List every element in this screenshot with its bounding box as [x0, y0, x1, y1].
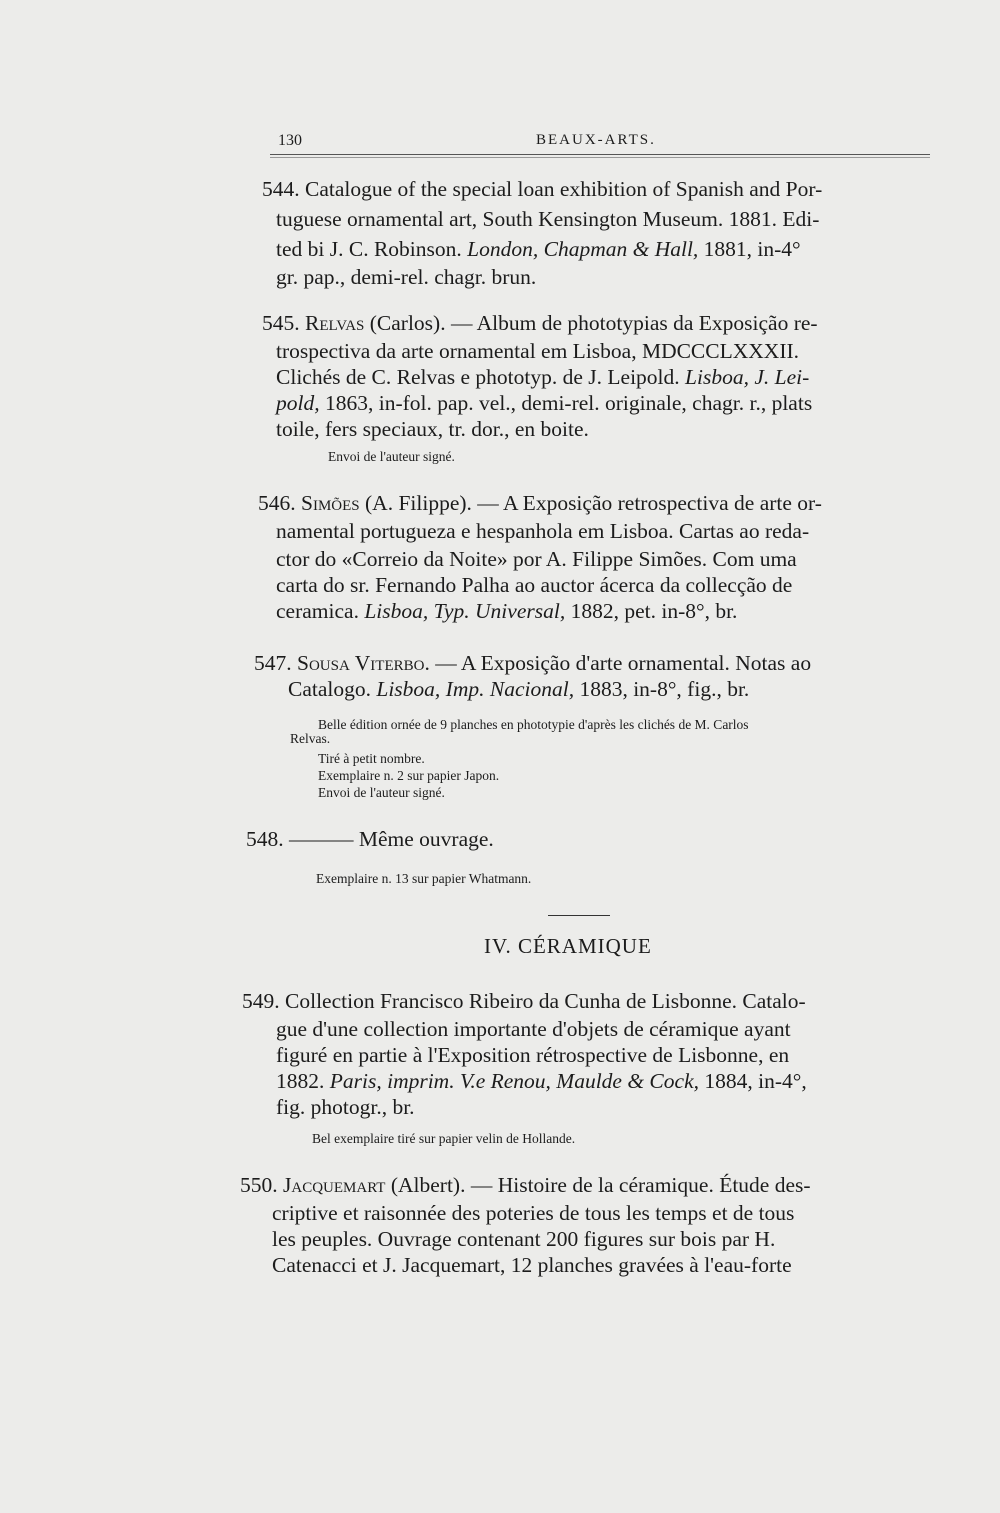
text-run: (Carlos). — Album de phototypias da Exposição re-	[364, 311, 818, 335]
text-run: 1882, pet. in-8°, br.	[565, 599, 738, 623]
entry-number: 545.	[262, 311, 305, 335]
entry-line: ctor do «Correio da Noite» por A. Filippe Simões. Com uma	[276, 547, 797, 571]
entry-note: Exemplaire n. 2 sur papier Japon.	[318, 768, 500, 783]
entry-line: namental portugueza e hespanhola em Lisboa. Cartas ao reda-	[276, 519, 810, 543]
entry-line	[276, 598, 737, 624]
author-name: Relvas	[305, 311, 365, 335]
entry-note: Bel exemplaire tiré sur papier velin de Hollande.	[312, 1131, 576, 1146]
entry-note: Envoi de l'auteur signé.	[328, 449, 455, 464]
author-name: Jacquemart	[283, 1173, 386, 1197]
header-rule	[270, 157, 930, 158]
imprint: London, Chapman & Hall,	[467, 237, 699, 261]
imprint: Lisboa, J. Lei-	[685, 365, 810, 389]
entry-number: 546.	[258, 491, 301, 515]
running-title: BEAUX-ARTS.	[536, 132, 656, 148]
entry-line: 549. Collection Francisco Ribeiro da Cunha de Lisbonne. Catalo-	[242, 989, 806, 1013]
entry-line: figuré en partie à l'Exposition rétrospective de Lisbonne, en	[276, 1043, 790, 1067]
text-run: 1863, in-fol. pap. vel., demi-rel. originale, chagr. r., plats	[319, 391, 813, 415]
text-run: 1884, in-4°,	[699, 1069, 807, 1093]
entry-note: Relvas.	[290, 731, 331, 746]
entry-line: carta do sr. Fernando Palha ao auctor ácerca da collecção de	[276, 573, 793, 597]
imprint: Paris, imprim. V.e Renou, Maulde & Cock,	[329, 1069, 699, 1093]
imprint: Lisboa, Typ. Universal,	[364, 599, 566, 623]
entry-line: les peuples. Ouvrage contenant 200 figures sur bois par H.	[272, 1227, 776, 1251]
text-run: ted bi J. C. Robinson.	[276, 237, 468, 261]
entry-line: trospectiva da arte ornamental em Lisboa, MDCCCLXXXII.	[276, 339, 800, 363]
entry-line: 544. Catalogue of the special loan exhibition of Spanish and Por-	[262, 177, 823, 201]
entry-note: Exemplaire n. 13 sur papier Whatmann.	[316, 871, 532, 886]
text-run: 1882.	[276, 1069, 330, 1093]
entry-line	[262, 310, 818, 336]
imprint: Lisboa, Imp. Nacional,	[376, 677, 575, 701]
entry-line: Catenacci et J. Jacquemart, 12 planches gravées à l'eau-forte	[272, 1253, 792, 1277]
text-run: 1881, in-4°	[698, 237, 801, 261]
section-divider	[548, 915, 610, 916]
text-run: (A. Filippe). — A Exposição retrospectiva de arte or-	[359, 491, 822, 515]
entry-note: Belle édition ornée de 9 planches en phototypie d'après les clichés de M. Carlos	[318, 717, 749, 732]
entry-line: 548. ——— Même ouvrage.	[246, 827, 494, 851]
entry-line	[288, 676, 749, 702]
text-run: . — A Exposição d'arte ornamental. Notas ao	[424, 651, 812, 675]
entry-number: 550.	[240, 1173, 283, 1197]
entry-line: tuguese ornamental art, South Kensington Museum. 1881. Edi-	[276, 207, 820, 231]
entry-line: fig. photogr., br.	[276, 1095, 415, 1119]
entry-line	[276, 236, 801, 262]
entry-line	[254, 650, 811, 676]
entry-line	[240, 1172, 811, 1198]
entry-note: Envoi de l'auteur signé.	[318, 785, 445, 800]
text-run: Clichés de C. Relvas e phototyp. de J. Leipold.	[276, 365, 686, 389]
entry-line	[276, 1068, 807, 1094]
text-run: (Albert). — Histoire de la céramique. Étude des-	[385, 1173, 811, 1197]
entry-line	[276, 364, 809, 390]
entry-line: criptive et raisonnée des poteries de tous les temps et de tous	[272, 1201, 795, 1225]
entry-note: Tiré à petit nombre.	[318, 751, 425, 766]
entry-line: toile, fers speciaux, tr. dor., en boite.	[276, 417, 589, 441]
entry-number: 547.	[254, 651, 297, 675]
imprint: pold,	[276, 391, 320, 415]
page-number: 130	[278, 132, 302, 149]
author-name: Simões	[301, 491, 360, 515]
author-name: Sousa Viterbo	[297, 651, 425, 675]
entry-line	[258, 490, 822, 516]
entry-line: gr. pap., demi-rel. chagr. brun.	[276, 265, 537, 289]
text-run: Catalogo.	[288, 677, 377, 701]
text-run: ceramica.	[276, 599, 365, 623]
section-title: IV. CÉRAMIQUE	[484, 934, 652, 958]
entry-line	[276, 390, 812, 416]
text-run: 1883, in-8°, fig., br.	[574, 677, 750, 701]
entry-line: gue d'une collection importante d'objets de céramique ayant	[276, 1017, 791, 1041]
page-header	[270, 128, 930, 155]
